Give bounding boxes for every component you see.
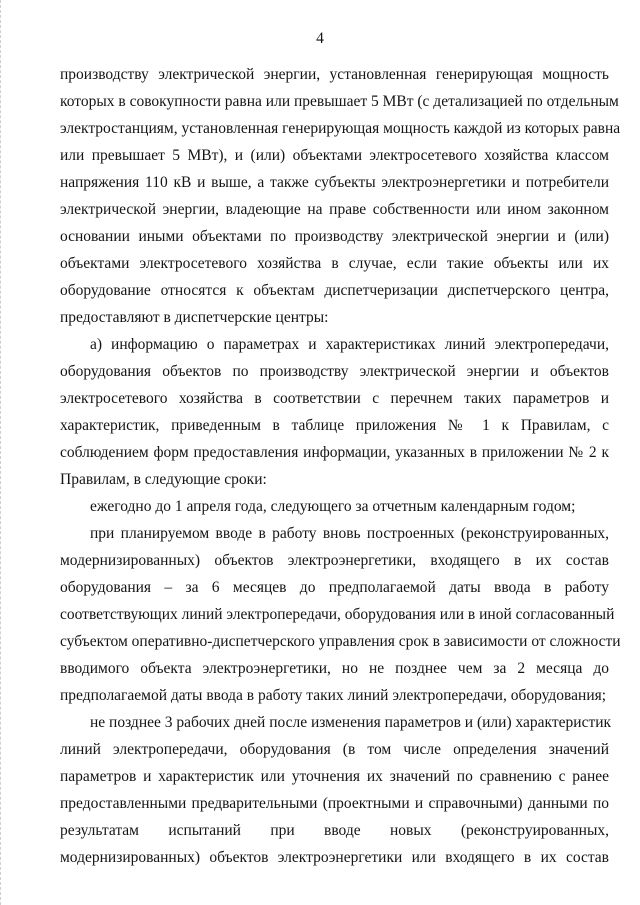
text-line: основании иными объектами по производству электрической энергии и (или): [60, 228, 609, 245]
text-line: производству электрической энергии, установленная генерирующая мощность: [60, 66, 609, 83]
text-line: предоставленными предварительными (проектными и справочными) данными по: [60, 795, 609, 812]
text-line: электростанциям, установленная генерирующая мощность каждой из которых равна: [60, 120, 621, 137]
text-line: характеристик, приведенным в таблице приложения № 1 к Правилам, с: [60, 417, 609, 434]
text-line: электросетевого хозяйства в соответствии с перечнем таких параметров и: [60, 390, 609, 407]
text-line: предполагаемой даты ввода в работу таких линий электропередачи, оборудования;: [60, 687, 607, 704]
text-line: не позднее 3 рабочих дней после изменения параметров и (или) характеристик: [90, 714, 612, 731]
text-line: оборудования объектов по производству электрической энергии и объектов: [60, 363, 609, 380]
document-body: [60, 61, 621, 871]
text-line: или превышает 5 МВт), и (или) объектами электросетевого хозяйства классом: [60, 147, 609, 164]
text-line: соблюдением форм предоставления информации, указанных в приложении № 2 к: [60, 444, 609, 461]
text-line: модернизированных) объектов электроэнергетики, входящего в их состав: [60, 552, 609, 569]
text-line: оборудование относятся к объектам диспетчеризации диспетчерского центра,: [60, 282, 609, 299]
text-line: модернизированных) объектов электроэнергетики или входящего в их состав: [60, 849, 609, 866]
page-number: 4: [316, 30, 324, 47]
text-line: линий электропередачи, оборудования (в том числе определения значений: [60, 741, 609, 758]
page-edge: [0, 0, 3, 905]
text-line: Правилам, в следующие сроки:: [60, 471, 267, 488]
text-line: соответствующих линий электропередачи, оборудования или в иной согласованный: [60, 606, 615, 623]
text-line: электрической энергии, владеющие на праве собственности или ином законном: [60, 201, 609, 218]
text-line: субъектом оперативно-диспетчерского управления срок в зависимости от сложности: [60, 633, 621, 650]
text-line: результатам испытаний при вводе новых (реконструированных,: [60, 822, 609, 839]
text-line: предоставляют в диспетчерские центры:: [60, 309, 329, 326]
text-line: вводимого объекта электроэнергетики, но не позднее чем за 2 месяца до: [60, 660, 609, 677]
text-line: оборудования – за 6 месяцев до предполагаемой даты ввода в работу: [60, 579, 609, 596]
text-line: напряжения 110 кВ и выше, а также субъекты электроэнергетики и потребители: [60, 174, 609, 191]
text-line: ежегодно до 1 апреля года, следующего за отчетным календарным годом;: [90, 498, 576, 515]
text-line: объектами электросетевого хозяйства в случае, если такие объекты или их: [60, 255, 609, 272]
text-line: а) информацию о параметрах и характеристиках линий электропередачи,: [90, 336, 609, 353]
text-line: при планируемом вводе в работу вновь построенных (реконструированных,: [90, 525, 609, 542]
text-line: параметров и характеристик или уточнения их значений по сравнению с ранее: [60, 768, 609, 785]
text-line: которых в совокупности равна или превышает 5 МВт (с детализацией по отдельным: [60, 93, 619, 110]
